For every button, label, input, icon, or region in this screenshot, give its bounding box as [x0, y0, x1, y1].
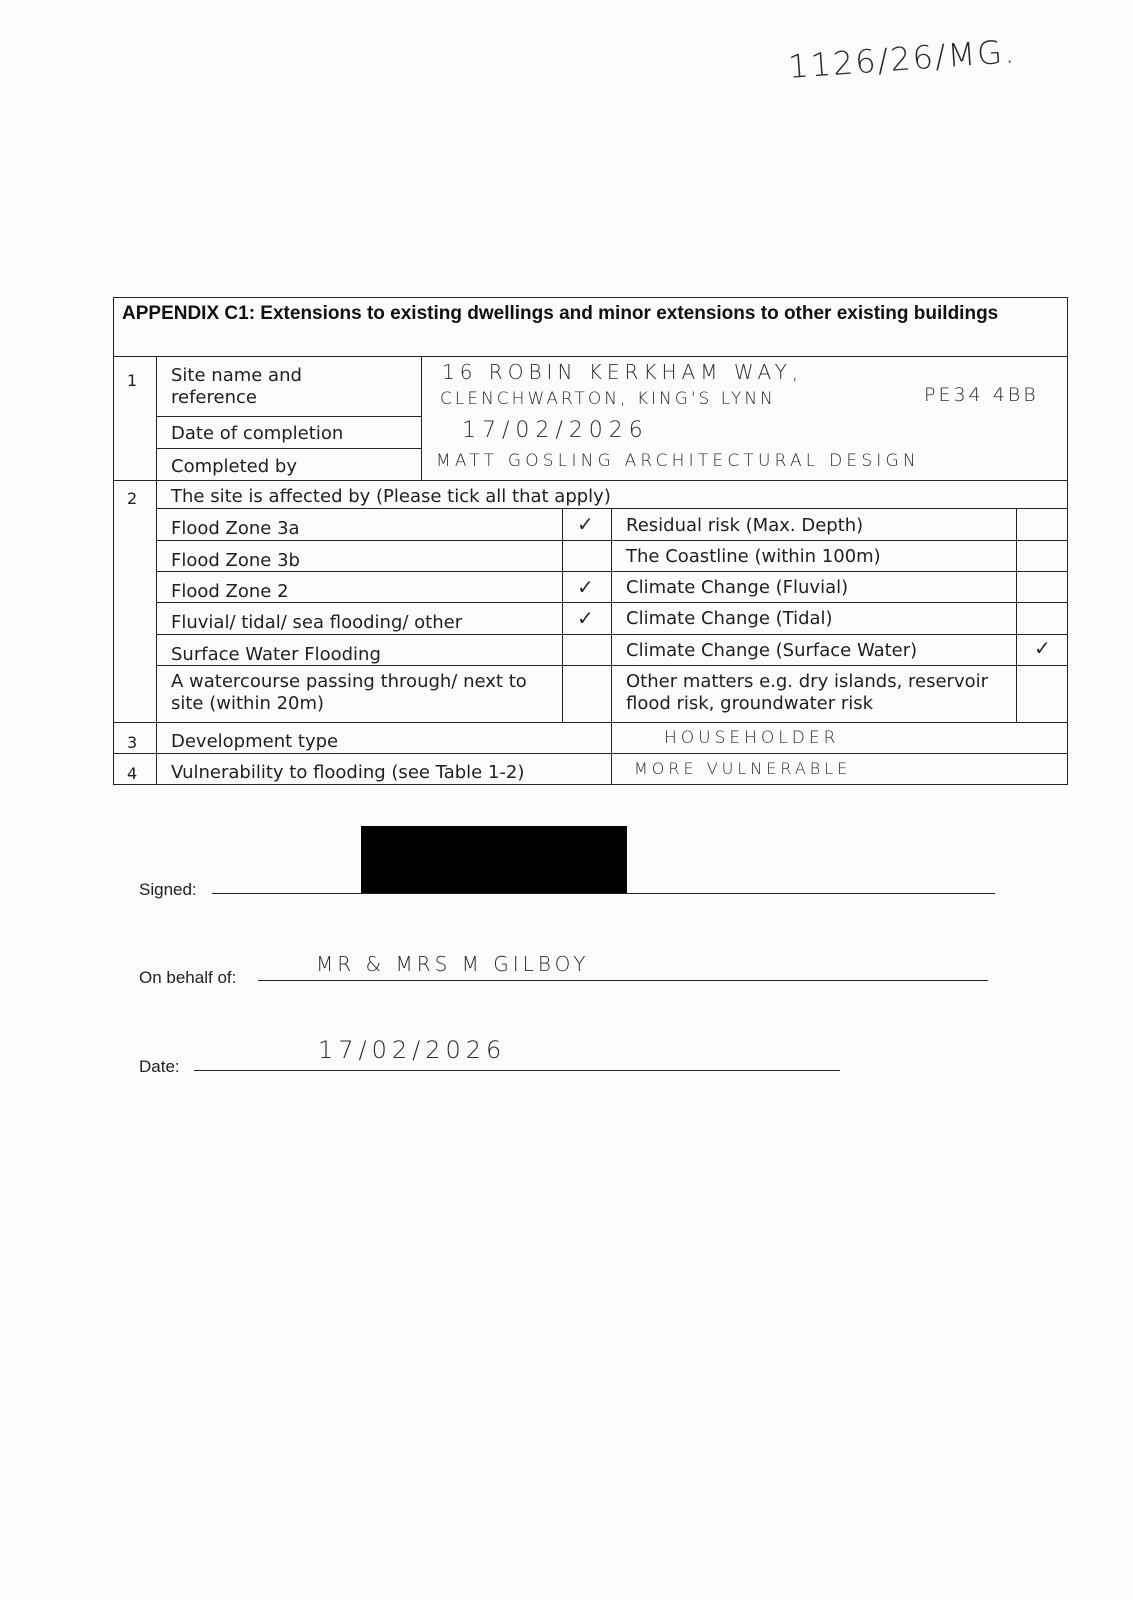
fluvial-tidal-sea-tick: ✓ — [577, 606, 594, 630]
coastline-label: The Coastline (within 100m) — [626, 546, 881, 567]
signed-label: Signed: — [139, 880, 197, 899]
rule-right-label-column-start — [611, 508, 612, 785]
rule-section1-bottom — [113, 480, 1068, 481]
date-value: 17/02/2026 — [318, 1036, 507, 1064]
row-number-4: 4 — [127, 764, 138, 783]
section2-heading: The site is affected by (Please tick all that apply) — [171, 486, 611, 507]
date-of-completion-label: Date of completion — [171, 423, 344, 444]
date-of-completion-value: 17/02/2026 — [462, 418, 649, 443]
flood-zone-3a-label: Flood Zone 3a — [171, 518, 300, 539]
climate-change-surface-water-tick: ✓ — [1034, 636, 1051, 660]
climate-change-surface-water-label: Climate Change (Surface Water) — [626, 640, 918, 661]
site-name-value-line1: 16 ROBIN KERKHAM WAY, — [442, 360, 804, 384]
on-behalf-of-label: On behalf of: — [139, 968, 237, 987]
document-reference: 1126/26/MG. — [786, 32, 1018, 86]
rule-site-bottom — [156, 416, 421, 417]
development-type-label: Development type — [171, 731, 339, 752]
signed-line — [212, 893, 995, 894]
climate-change-fluvial-label: Climate Change (Fluvial) — [626, 577, 849, 598]
rule-left-tick-column-start — [562, 508, 563, 722]
completed-by-value: MATT GOSLING ARCHITECTURAL DESIGN — [436, 451, 920, 471]
rule-section1-value-column — [421, 356, 422, 480]
flood-zone-3a-tick: ✓ — [577, 512, 594, 536]
rule-row-c — [156, 602, 1068, 603]
site-postcode-value: PE34 4BB — [924, 384, 1039, 406]
development-type-value: HOUSEHOLDER — [664, 728, 840, 748]
site-name-label: Site name and reference — [171, 365, 302, 408]
rule-section3-bottom — [113, 753, 1068, 754]
rule-date-bottom — [156, 448, 421, 449]
rule-right-tick-column-start — [1016, 508, 1017, 722]
climate-change-tidal-label: Climate Change (Tidal) — [626, 608, 833, 629]
vulnerability-label: Vulnerability to flooding (see Table 1-2) — [171, 762, 525, 783]
site-name-value-line2: CLENCHWARTON, KING'S LYNN — [440, 389, 776, 409]
flood-zone-3b-label: Flood Zone 3b — [171, 550, 300, 571]
row-number-1: 1 — [127, 371, 138, 390]
appendix-title: APPENDIX C1: Extensions to existing dwellings and minor extensions to other existing buildings — [122, 303, 999, 324]
watercourse-label: A watercourse passing through/ next to site (within 20m) — [171, 671, 527, 714]
flood-zone-2-label: Flood Zone 2 — [171, 581, 289, 602]
rule-section2-bottom — [113, 722, 1068, 723]
completed-by-label: Completed by — [171, 456, 297, 477]
surface-water-flooding-label: Surface Water Flooding — [171, 644, 381, 665]
row-number-2: 2 — [127, 489, 138, 508]
date-label: Date: — [139, 1057, 180, 1076]
other-matters-label: Other matters e.g. dry islands, reservoir flood risk, groundwater risk — [626, 671, 989, 714]
fluvial-tidal-sea-label: Fluvial/ tidal/ sea flooding/ other — [171, 612, 463, 633]
rule-row-a — [156, 540, 1068, 541]
rule-title-bottom — [113, 356, 1068, 357]
rule-number-column — [156, 356, 157, 785]
flood-zone-2-tick: ✓ — [577, 575, 594, 599]
on-behalf-of-line — [258, 980, 988, 981]
residual-risk-label: Residual risk (Max. Depth) — [626, 515, 864, 536]
rule-section2-heading-bottom — [156, 508, 1068, 509]
rule-row-d — [156, 634, 1068, 635]
on-behalf-of-value: MR & MRS M GILBOY — [316, 952, 590, 976]
row-number-3: 3 — [127, 733, 138, 752]
date-line — [194, 1070, 840, 1071]
vulnerability-value: MORE VULNERABLE — [634, 759, 852, 778]
redacted-signature — [361, 826, 627, 894]
